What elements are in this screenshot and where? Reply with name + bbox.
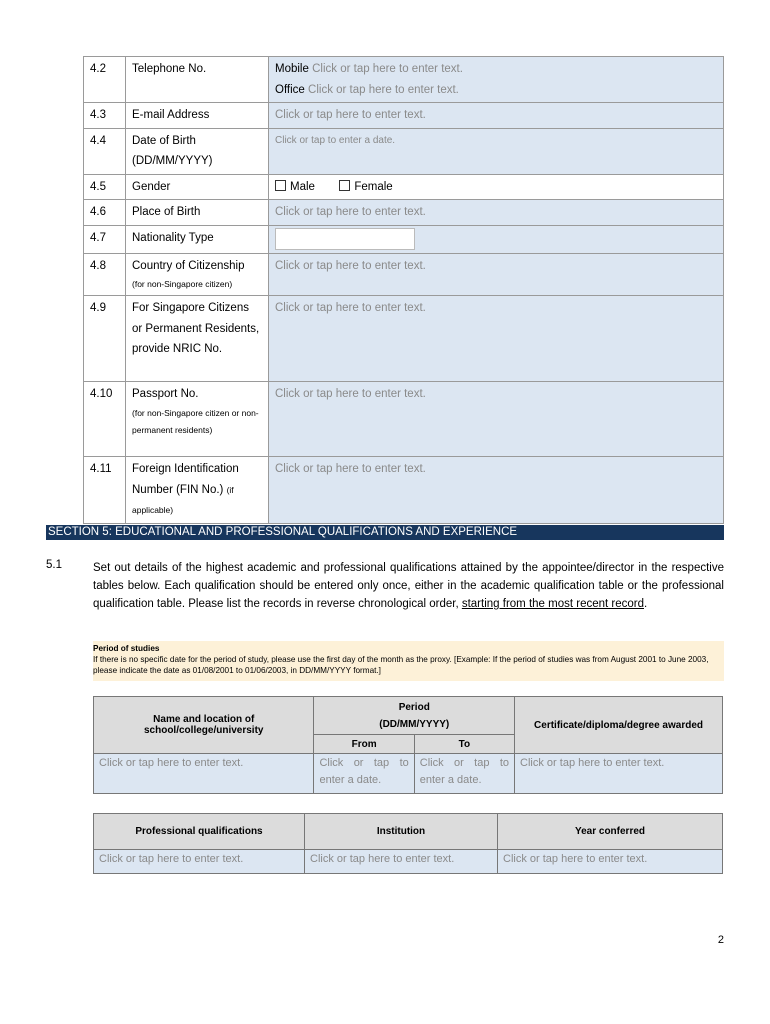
fin-input[interactable]: Click or tap here to enter text. [269, 457, 724, 524]
column-header: Name and location of school/college/university [94, 697, 314, 754]
row-number: 4.8 [84, 253, 126, 296]
field-note: (for non-Singapore citizen) [132, 279, 233, 289]
field-label: Nationality Type [126, 225, 269, 253]
field-label: Gender [126, 174, 269, 200]
column-header: Period (DD/MM/YYYY) [314, 697, 515, 735]
telephone-field[interactable] [269, 57, 724, 103]
passport-input[interactable]: Click or tap here to enter text. [269, 382, 724, 457]
professional-qualifications-table [93, 813, 723, 874]
row-number: 4.10 [84, 382, 126, 457]
female-checkbox[interactable]: Female [339, 181, 392, 193]
row-number: 4.7 [84, 225, 126, 253]
period-of-studies-note [93, 641, 724, 681]
place-of-birth-input[interactable]: Click or tap here to enter text. [269, 200, 724, 226]
column-header: Institution [305, 814, 498, 850]
country-of-citizenship-input[interactable]: Click or tap here to enter text. [269, 253, 724, 296]
column-header: Year conferred [498, 814, 723, 850]
column-header: To [414, 735, 514, 754]
row-number: 4.9 [84, 296, 126, 382]
note-text: If there is no specific date for the period of study, please use the first day of the month as the proxy. [Example: If the period of studies was from August 2001 to June 2003, please indicate the date as 01/08/2001 to 01/06/2003, in DD/MM/YYYY format.] [93, 655, 709, 675]
row-number: 4.5 [84, 174, 126, 200]
page-number: 2 [717, 934, 724, 946]
field-label: Passport No. (for non-Singapore citizen or non-permanent residents) [126, 382, 269, 457]
section-heading: SECTION 5: EDUCATIONAL AND PROFESSIONAL QUALIFICATIONS AND EXPERIENCE [46, 525, 724, 540]
year-conferred-input[interactable]: Click or tap here to enter text. [498, 850, 723, 874]
field-label: E-mail Address [126, 103, 269, 129]
column-header: Certificate/diploma/degree awarded [515, 697, 723, 754]
qualification-input[interactable]: Click or tap here to enter text. [94, 850, 305, 874]
field-label: For Singapore Citizens or Permanent Residents, provide NRIC No. [126, 296, 269, 382]
field-label: Foreign Identification Number (FIN No.) (if applicable) [126, 457, 269, 524]
mobile-label: Mobile [275, 63, 309, 75]
male-checkbox[interactable]: Male [275, 181, 315, 193]
to-date-picker[interactable]: Click or tap to enter a date. [414, 754, 514, 794]
office-input[interactable]: Click or tap here to enter text. [308, 83, 459, 96]
gender-field [269, 174, 724, 200]
field-label: Country of Citizenship (for non-Singapore citizen) [126, 253, 269, 296]
dob-date-picker[interactable]: Click or tap to enter a date. [269, 128, 724, 174]
row-number: 4.11 [84, 457, 126, 524]
note-title: Period of studies [93, 644, 160, 653]
instruction-paragraph: Set out details of the highest academic and professional qualifications attained by the appointee/director in the respective tables below. Each qualification should be entered only once, either in the academic qualification table or the professional qualification table. Please list the records in reverse chronological order, starting from the most recent record. [93, 562, 724, 610]
nationality-type-dropdown[interactable] [275, 228, 415, 250]
column-header: From [314, 735, 414, 754]
school-input[interactable]: Click or tap here to enter text. [94, 754, 314, 794]
field-label: Date of Birth (DD/MM/YYYY) [126, 128, 269, 174]
row-number: 4.2 [84, 57, 126, 103]
email-input[interactable]: Click or tap here to enter text. [269, 103, 724, 129]
certificate-input[interactable]: Click or tap here to enter text. [515, 754, 723, 794]
mobile-input[interactable]: Click or tap here to enter text. [312, 63, 463, 75]
academic-qualifications-table [93, 696, 723, 794]
from-date-picker[interactable]: Click or tap to enter a date. [314, 754, 414, 794]
field-label: Place of Birth [126, 200, 269, 226]
row-number: 4.6 [84, 200, 126, 226]
field-label: Telephone No. [126, 57, 269, 103]
row-number: 4.3 [84, 103, 126, 129]
row-number: 4.4 [84, 128, 126, 174]
nric-input[interactable]: Click or tap here to enter text. [269, 296, 724, 382]
field-note: (if applicable) [132, 484, 234, 515]
paragraph-number: 5.1 [46, 559, 62, 571]
personal-details-table [83, 56, 724, 524]
column-header: Professional qualifications [94, 814, 305, 850]
field-note: (for non-Singapore citizen or non-permanent residents) [132, 407, 259, 435]
nationality-type-cell [269, 225, 724, 253]
office-label: Office [275, 83, 305, 96]
institution-input[interactable]: Click or tap here to enter text. [305, 850, 498, 874]
